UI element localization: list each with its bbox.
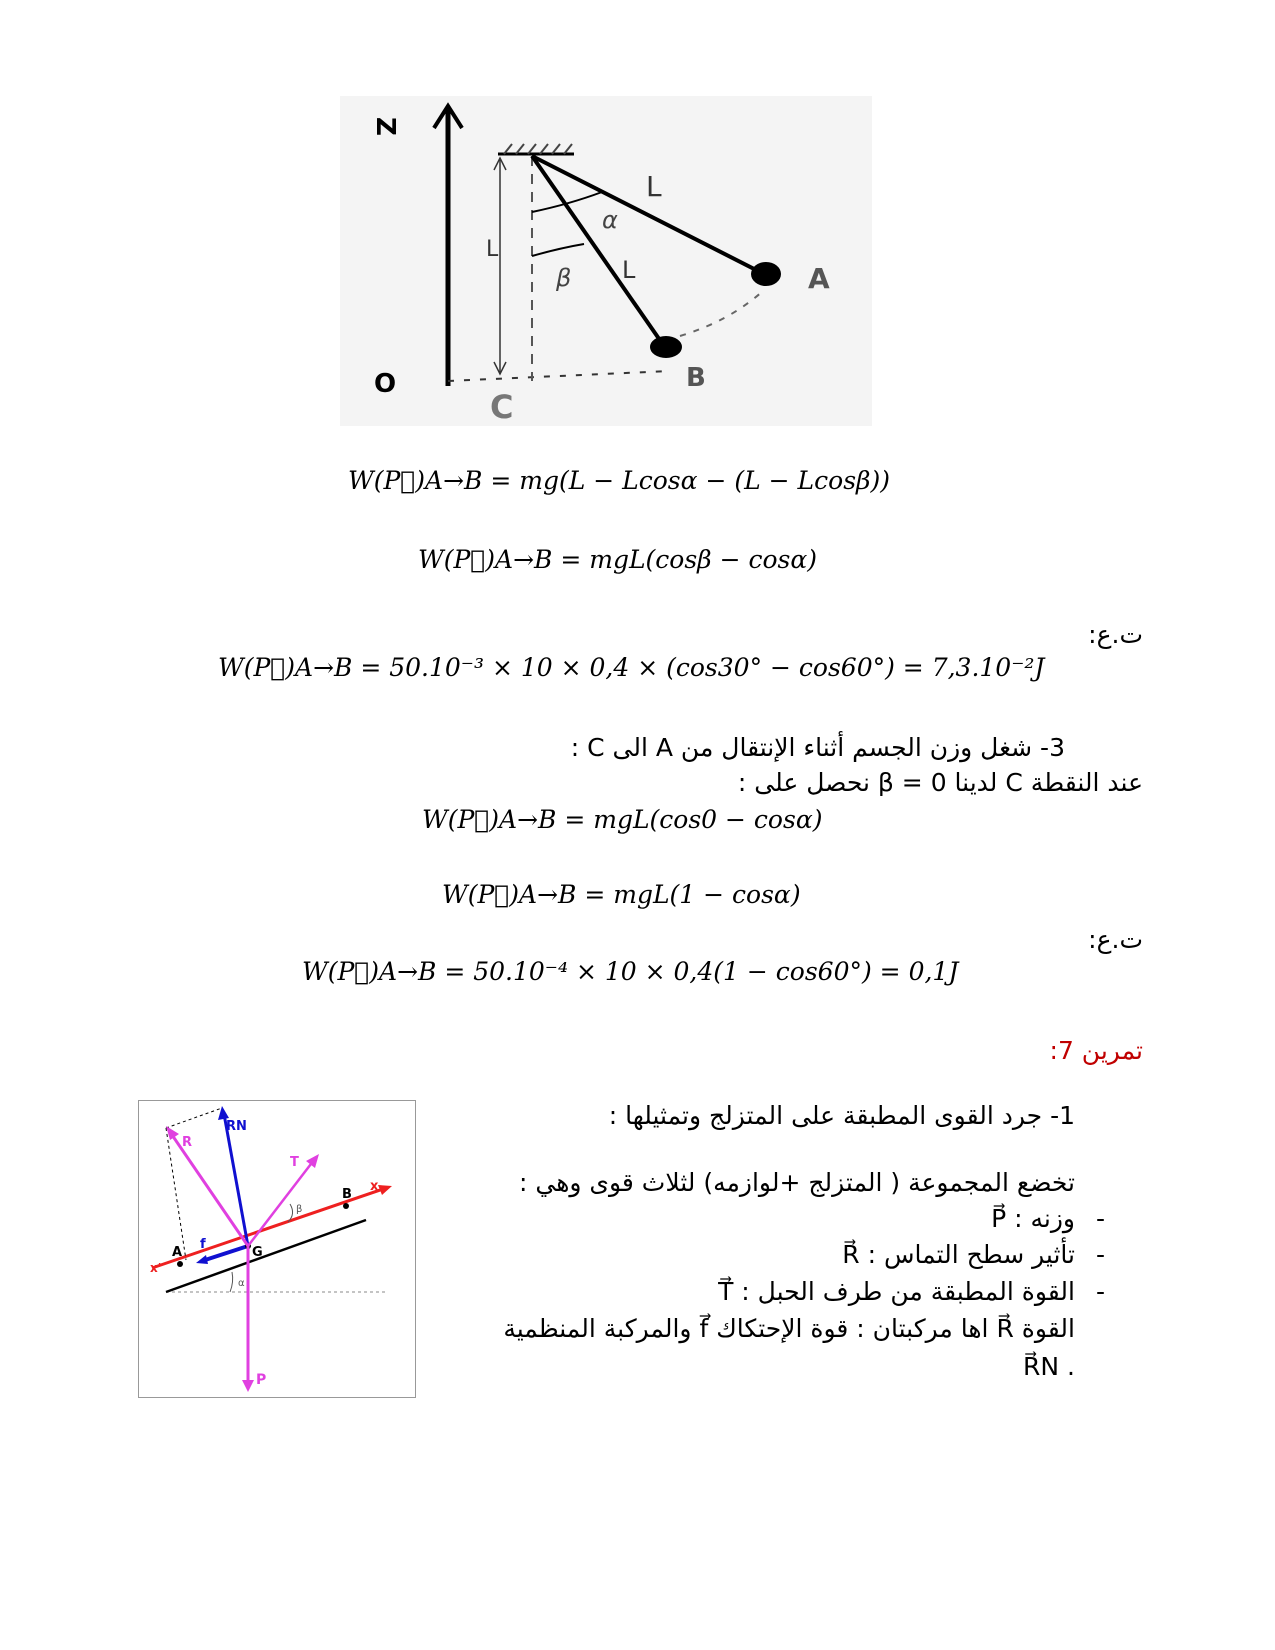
reaction-note-line-2: . R⃗N <box>1023 1352 1075 1381</box>
section-3-title: 3- شغل وزن الجسم أثناء الإنتقال من A الى C : <box>570 733 1065 762</box>
o-label: O <box>374 369 397 399</box>
numeric-application-label-1: ت.ع: <box>1088 620 1143 649</box>
point-b-label: B <box>686 363 706 393</box>
bullet-dash: - <box>1095 1277 1105 1306</box>
mass-b <box>650 336 682 358</box>
point-c-label: C <box>490 388 514 426</box>
bullet-dash: - <box>1095 1240 1105 1269</box>
point-b-label: B <box>342 1187 352 1202</box>
skier-forces-figure <box>138 1100 416 1398</box>
exercise-7-intro: تخضع المجموعة ( المتزلج +لوازمه) لثلاث قوى وهي : <box>519 1168 1075 1197</box>
point-a <box>177 1261 183 1267</box>
x-label: x <box>370 1179 379 1194</box>
point-a-label: A <box>172 1245 183 1260</box>
numeric-application-label-2: ت.ع: <box>1088 925 1143 954</box>
pendulum-figure <box>340 96 872 426</box>
alpha-label: α <box>602 206 618 234</box>
reaction-note-line-1: القوة R⃗ اها مركبتان : قوة الإحتكاك f⃗ والمركبة المنظمية <box>503 1314 1075 1343</box>
point-b <box>343 1203 349 1209</box>
x-prime-label: x' <box>150 1261 162 1275</box>
beta-label: β <box>296 1204 303 1215</box>
exercise-7-question-1: 1- جرد القوى المطبقة على المتزلج وتمثيلها : <box>608 1101 1075 1130</box>
equation-6: W(P⃗)A→B = 50.10⁻⁴ × 10 × 0,4(1 − cos60°) = 0,1J <box>302 957 959 986</box>
exercise-7-title: تمرين 7: <box>1049 1036 1143 1065</box>
tension-label: T <box>290 1155 299 1170</box>
z-label: Z <box>370 117 400 136</box>
point-a-label: A <box>808 262 830 295</box>
equation-2: W(P⃗)A→B = mgL(cosβ − cosα) <box>418 545 817 574</box>
friction-label: f <box>200 1237 206 1252</box>
list-item <box>1096 1240 1105 1269</box>
mass-a <box>751 262 781 286</box>
force-item-reaction: تأثير سطح التماس : R⃗ <box>842 1240 1075 1269</box>
equation-1: W(P⃗)A→B = mg(L − Lcosα − (L − Lcosβ)) <box>348 466 890 495</box>
length-label-vertical: L <box>486 237 499 262</box>
force-item-tension: القوة المطبقة من طرف الحبل : T⃗ <box>718 1277 1075 1306</box>
alpha-label: α <box>238 1278 245 1289</box>
section-3-condition: عند النقطة C لدينا β = 0 نحصل على : <box>737 768 1143 797</box>
length-label-a: L <box>646 170 662 203</box>
list-item <box>1096 1204 1105 1233</box>
force-item-weight: وزنه : P⃗ <box>991 1204 1075 1233</box>
reaction-label: R <box>182 1135 193 1150</box>
beta-label: β <box>556 264 572 292</box>
equation-4: W(P⃗)A→B = mgL(cos0 − cosα) <box>422 805 823 834</box>
equation-5: W(P⃗)A→B = mgL(1 − cosα) <box>442 880 801 909</box>
length-label-b: L <box>622 256 636 284</box>
weight-label: P <box>256 1372 267 1388</box>
bullet-dash: - <box>1095 1204 1105 1233</box>
point-g-label: G <box>252 1245 263 1260</box>
equation-3: W(P⃗)A→B = 50.10⁻³ × 10 × 0,4 × (cos30° − cos60°) = 7,3.10⁻²J <box>218 653 1045 682</box>
normal-reaction-label: RN <box>226 1119 247 1134</box>
list-item <box>1096 1277 1105 1306</box>
